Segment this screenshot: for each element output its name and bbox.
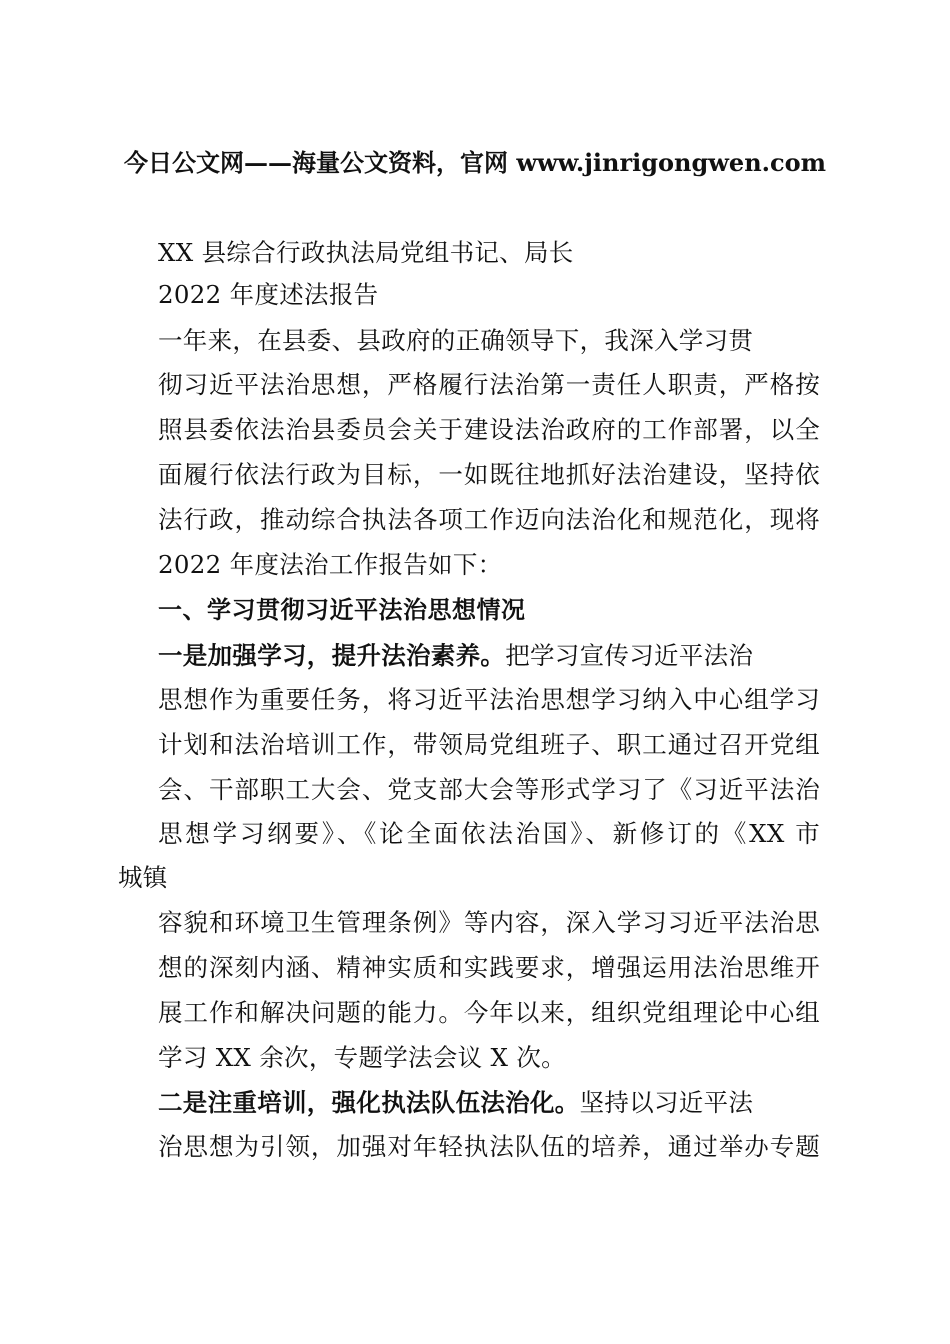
item-1-line-8: 想的深刻内涵、精神实质和实践要求，增强运用法治思维开 [158,953,820,982]
intro-line-1: 一年来，在县委、县政府的正确领导下，我深入学习贯 [158,326,754,355]
document-title-line-1: XX 县综合行政执法局党组书记、局长 [158,238,574,267]
item-1-line-3: 计划和法治培训工作，带领局党组班子、职工通过召开党组 [158,730,820,759]
item-2-first-line-rest: 坚持以习近平法 [579,1088,754,1117]
site-banner: 今日公文网——海量公文资料，官网 www.jinrigongwen.com [123,148,827,177]
item-1-first-line-rest: 把学习宣传习近平法治 [505,641,754,670]
item-2-first-line [158,1083,753,1123]
item-1-line-5: 思想学习纲要》、《论全面依法治国》、新修订的《XX 市 [158,819,820,848]
item-1-line-9: 展工作和解决问题的能力。今年以来，组织党组理论中心组 [158,998,820,1027]
item-1-lead: 一是加强学习，提升法治素养。 [158,641,506,670]
item-1-line-10: 学习 XX 余次，专题学法会议 X 次。 [158,1043,566,1072]
intro-line-2: 彻习近平法治思想，严格履行法治第一责任人职责，严格按 [158,370,820,399]
item-2-lead: 二是注重培训，强化执法队伍法治化。 [158,1088,580,1117]
document-title-line-2: 2022 年度述法报告 [158,280,379,309]
intro-line-4: 面履行依法行政为目标，一如既往地抓好法治建设，坚持依 [158,460,820,489]
intro-line-5: 法行政，推动综合执法各项工作迈向法治化和规范化，现将 [158,505,820,534]
item-1-first-line [158,636,753,676]
item-2-line-2: 治思想为引领，加强对年轻执法队伍的培养，通过举办专题 [158,1132,820,1161]
item-1-line-4: 会、干部职工大会、党支部大会等形式学习了《习近平法治 [158,775,820,804]
item-1-line-2: 思想作为重要任务，将习近平法治思想学习纳入中心组学习 [158,685,820,714]
item-1-line-7: 容貌和环境卫生管理条例》等内容，深入学习习近平法治思 [158,908,820,937]
intro-line-6: 2022 年度法治工作报告如下： [158,550,503,579]
section-1-heading: 一、学习贯彻习近平法治思想情况 [158,596,526,624]
item-1-outdent-line: 城镇 [118,863,168,892]
intro-line-3: 照县委依法治县委员会关于建设法治政府的工作部署，以全 [158,415,820,444]
